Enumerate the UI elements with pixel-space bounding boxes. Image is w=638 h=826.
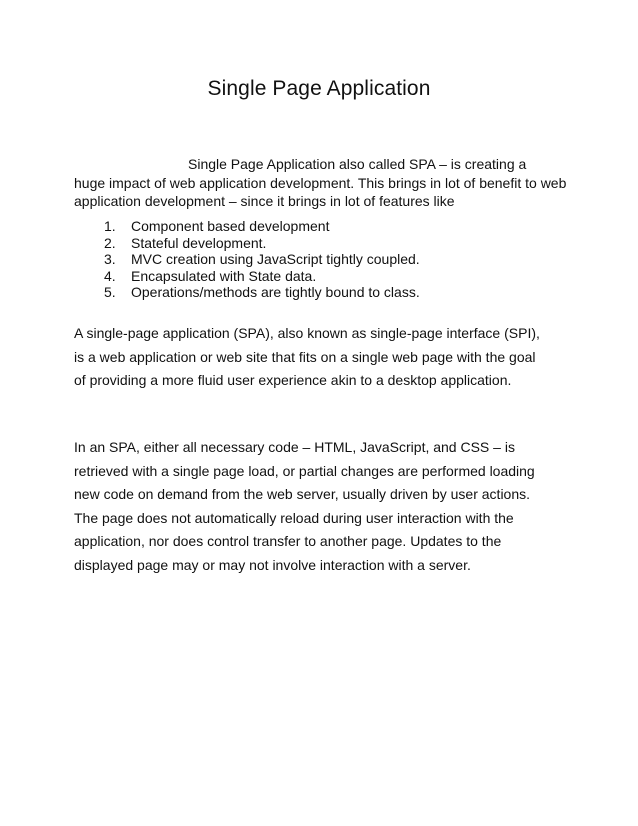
feature-number: 3. bbox=[104, 251, 116, 267]
feature-list-item bbox=[104, 268, 524, 285]
spa-loading-paragraph: In an SPA, either all necessary code – HTML, JavaScript, and CSS – is retrieved with a single page load, or partial changes are performed loading new code on demand from the web server, usually driven by user actions. The page does not automatically reload during user interaction with the application, nor does control transfer to another page. Updates to the displayed page may or may not involve interaction with a server. bbox=[74, 439, 535, 573]
feature-number: 5. bbox=[104, 284, 116, 300]
feature-number: 2. bbox=[104, 234, 116, 251]
document-title: Single Page Application bbox=[207, 77, 431, 100]
feature-list-item bbox=[104, 251, 524, 268]
feature-number: 1. bbox=[104, 218, 116, 234]
feature-text: Encapsulated with State data. bbox=[131, 267, 317, 284]
feature-text: MVC creation using JavaScript tightly coupled. bbox=[131, 251, 420, 267]
intro-paragraph bbox=[74, 155, 574, 211]
feature-list-item bbox=[104, 235, 524, 252]
intro-rest: huge impact of web application development. This brings in lot of benefit to web application development – since it brings in lot of features like bbox=[74, 174, 567, 209]
feature-text: Stateful development. bbox=[131, 234, 267, 251]
feature-number: 4. bbox=[104, 267, 116, 284]
feature-list-item bbox=[104, 218, 524, 235]
intro-first-line: Single Page Application also called SPA – is creating a bbox=[188, 156, 527, 172]
feature-text: Operations/methods are tightly bound to class. bbox=[131, 284, 420, 300]
feature-list bbox=[104, 218, 524, 301]
feature-list-item bbox=[104, 284, 524, 301]
feature-text: Component based development bbox=[131, 218, 330, 234]
spa-definition-paragraph: A single-page application (SPA), also known as single-page interface (SPI), is a web application or web site that fits on a single web page with the goal of providing a more fluid user experience akin to a desktop application. bbox=[74, 325, 540, 388]
